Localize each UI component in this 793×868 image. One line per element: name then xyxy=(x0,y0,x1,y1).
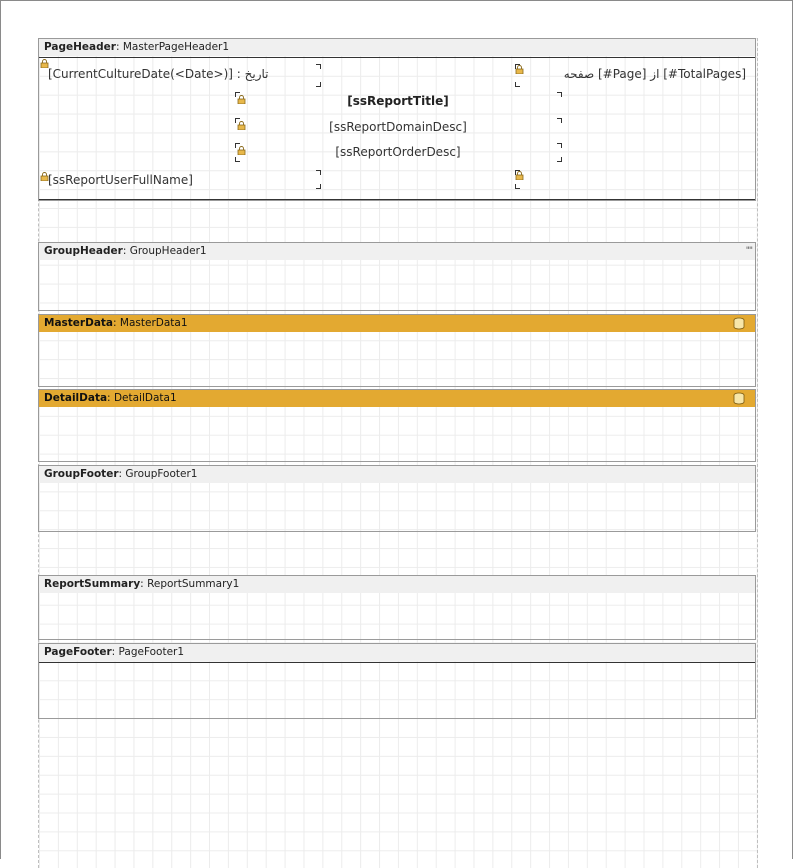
report-title-field[interactable]: [ssReportTitle] xyxy=(347,94,449,108)
selection-corner xyxy=(557,157,562,162)
selection-corner xyxy=(316,184,321,189)
selection-corner xyxy=(515,184,520,189)
selection-corner xyxy=(316,82,321,87)
band-type-label: DetailData xyxy=(44,392,108,404)
band-type-label: GroupFooter xyxy=(44,468,119,480)
selection-corner xyxy=(515,64,520,69)
report-summary-band-caption[interactable]: ReportSummary: ReportSummary1 xyxy=(39,576,755,593)
database-icon[interactable] xyxy=(733,317,745,330)
band-name-label: GroupFooter1 xyxy=(125,468,198,480)
report-order-desc-field[interactable]: [ssReportOrderDesc] xyxy=(335,145,461,159)
band-name-label: ReportSummary1 xyxy=(147,578,240,590)
band-menu-icon[interactable]: "" xyxy=(745,246,752,256)
page-footer-body[interactable] xyxy=(39,662,755,718)
group-footer-band[interactable] xyxy=(38,465,756,532)
selection-corner xyxy=(515,170,520,175)
database-icon[interactable] xyxy=(733,392,745,405)
selection-corner xyxy=(557,92,562,97)
band-name-label: MasterData1 xyxy=(119,317,188,329)
band-name-label: DetailData1 xyxy=(113,392,177,404)
selection-corner xyxy=(557,143,562,148)
user-full-name-field[interactable]: [ssReportUserFullName] xyxy=(48,173,193,187)
master-data-band[interactable] xyxy=(38,314,756,387)
page-header-body[interactable] xyxy=(39,57,755,200)
detail-data-band-caption[interactable]: DetailData: DetailData1 xyxy=(39,390,755,407)
page-footer-band[interactable] xyxy=(38,643,756,719)
selection-corner xyxy=(235,157,240,162)
band-type-label: MasterData xyxy=(44,317,114,329)
band-type-label: PageFooter xyxy=(44,646,112,658)
group-header-band-caption[interactable]: GroupHeader: GroupHeader1 "" xyxy=(39,243,755,260)
selection-corner xyxy=(316,64,321,69)
report-summary-band[interactable] xyxy=(38,575,756,640)
selection-corner xyxy=(515,82,520,87)
detail-data-band[interactable] xyxy=(38,389,756,462)
selection-corner xyxy=(557,118,562,123)
master-data-band-caption[interactable]: MasterData: MasterData1 xyxy=(39,315,755,332)
band-type-label: PageHeader xyxy=(44,41,116,53)
page-header-band[interactable] xyxy=(38,38,756,201)
group-footer-band-caption[interactable]: GroupFooter: GroupFooter1 xyxy=(39,466,755,483)
band-type-label: ReportSummary xyxy=(44,578,141,590)
group-header-band[interactable] xyxy=(38,242,756,311)
band-type-label: GroupHeader xyxy=(44,245,123,257)
selection-corner xyxy=(316,170,321,175)
page-footer-band-caption[interactable]: PageFooter: PageFooter1 xyxy=(39,644,755,661)
band-name-label: PageFooter1 xyxy=(118,646,185,658)
band-name-label: MasterPageHeader1 xyxy=(122,41,230,53)
report-domain-desc-field[interactable]: [ssReportDomainDesc] xyxy=(329,120,467,134)
date-field[interactable]: [CurrentCultureDate(<Date>)] : تاریخ xyxy=(48,67,269,81)
band-name-label: GroupHeader1 xyxy=(129,245,207,257)
page-header-band-caption[interactable]: PageHeader: MasterPageHeader1 xyxy=(39,39,755,56)
page-number-field[interactable]: صفحه [#Page] از [#TotalPages] xyxy=(563,67,746,81)
